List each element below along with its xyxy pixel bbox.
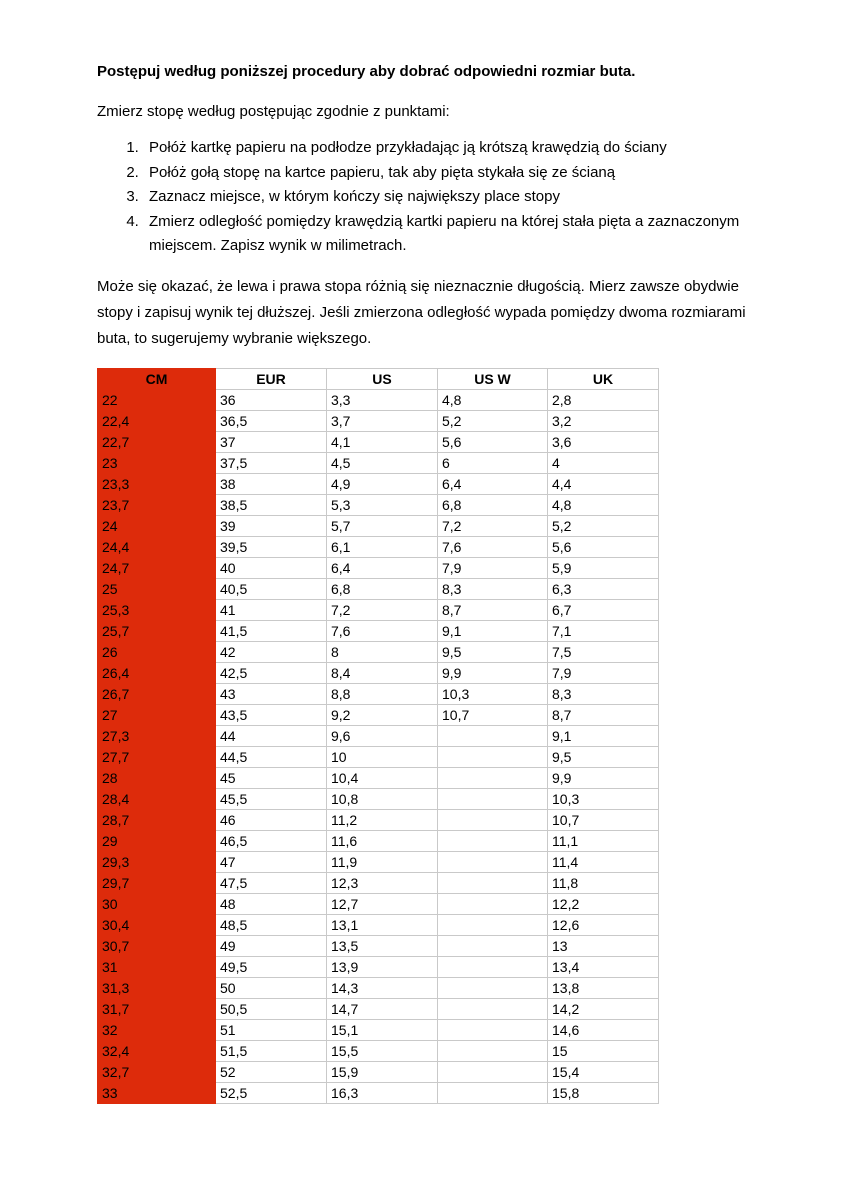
table-cell: 6,8 xyxy=(327,579,438,600)
cell-cm: 30,7 xyxy=(98,936,216,957)
cell-cm: 24,7 xyxy=(98,558,216,579)
cell-cm: 24 xyxy=(98,516,216,537)
measurement-note: Może się okazać, że lewa i prawa stopa różnią się nieznacznie długością. Mierz zawsze obydwie stopy i zapisuj wynik tej dłuższej. Jeśli zmierzona odległość wypada pomiędzy dwoma rozmiarami buta, to sugerujemy wybranie większego. xyxy=(97,277,746,347)
table-cell: 7,5 xyxy=(548,642,659,663)
table-cell: 49,5 xyxy=(216,957,327,978)
table-row xyxy=(98,663,659,684)
table-row xyxy=(98,873,659,894)
table-cell: 4,5 xyxy=(327,453,438,474)
table-row xyxy=(98,1083,659,1104)
table-row xyxy=(98,852,659,873)
table-cell: 11,8 xyxy=(548,873,659,894)
table-row xyxy=(98,390,659,411)
cell-cm: 28 xyxy=(98,768,216,789)
cell-cm: 27,7 xyxy=(98,747,216,768)
step-item-2: 2. Połóż gołą stopę na kartce papieru, tak aby pięta stykała się ze ścianą xyxy=(143,161,749,186)
table-cell: 38 xyxy=(216,474,327,495)
table-row xyxy=(98,789,659,810)
table-cell: 5,2 xyxy=(548,516,659,537)
table-cell: 5,3 xyxy=(327,495,438,516)
table-cell: 6,7 xyxy=(548,600,659,621)
procedure-steps xyxy=(97,136,749,259)
table-row xyxy=(98,1041,659,1062)
table-cell: 3,6 xyxy=(548,432,659,453)
table-cell: 3,7 xyxy=(327,411,438,432)
table-cell: 43 xyxy=(216,684,327,705)
table-cell: 5,2 xyxy=(438,411,548,432)
table-cell xyxy=(438,894,548,915)
cell-cm: 22,4 xyxy=(98,411,216,432)
table-cell xyxy=(438,915,548,936)
cell-cm: 26 xyxy=(98,642,216,663)
table-cell: 41 xyxy=(216,600,327,621)
cell-cm: 23,3 xyxy=(98,474,216,495)
cell-cm: 23 xyxy=(98,453,216,474)
cell-cm: 31 xyxy=(98,957,216,978)
table-cell: 39,5 xyxy=(216,537,327,558)
table-row xyxy=(98,915,659,936)
table-row xyxy=(98,768,659,789)
table-cell: 37,5 xyxy=(216,453,327,474)
table-row xyxy=(98,600,659,621)
table-cell: 12,6 xyxy=(548,915,659,936)
cell-cm: 27 xyxy=(98,705,216,726)
table-cell: 9,5 xyxy=(438,642,548,663)
table-cell: 11,6 xyxy=(327,831,438,852)
table-cell: 41,5 xyxy=(216,621,327,642)
table-cell: 12,2 xyxy=(548,894,659,915)
table-cell: 4 xyxy=(548,453,659,474)
table-cell: 7,2 xyxy=(438,516,548,537)
table-cell: 9,1 xyxy=(438,621,548,642)
cell-cm: 25,3 xyxy=(98,600,216,621)
table-row xyxy=(98,894,659,915)
table-cell: 8,3 xyxy=(548,684,659,705)
table-row xyxy=(98,957,659,978)
table-row xyxy=(98,411,659,432)
table-cell: 5,6 xyxy=(438,432,548,453)
table-cell xyxy=(438,999,548,1020)
table-cell: 6,1 xyxy=(327,537,438,558)
table-row xyxy=(98,999,659,1020)
table-cell: 6,8 xyxy=(438,495,548,516)
table-cell: 6,4 xyxy=(327,558,438,579)
cell-cm: 28,7 xyxy=(98,810,216,831)
table-cell xyxy=(438,873,548,894)
table-cell: 10,7 xyxy=(548,810,659,831)
table-cell: 15,9 xyxy=(327,1062,438,1083)
table-cell: 14,3 xyxy=(327,978,438,999)
table-cell: 4,8 xyxy=(438,390,548,411)
table-cell: 13,4 xyxy=(548,957,659,978)
size-table-body xyxy=(98,390,659,1104)
table-cell: 45,5 xyxy=(216,789,327,810)
cell-cm: 25,7 xyxy=(98,621,216,642)
table-cell: 14,2 xyxy=(548,999,659,1020)
table-row xyxy=(98,474,659,495)
table-cell: 46,5 xyxy=(216,831,327,852)
table-cell: 8,3 xyxy=(438,579,548,600)
table-cell: 13,9 xyxy=(327,957,438,978)
cell-cm: 28,4 xyxy=(98,789,216,810)
column-header-us: US xyxy=(327,369,438,390)
table-cell: 5,7 xyxy=(327,516,438,537)
table-cell: 11,9 xyxy=(327,852,438,873)
table-cell: 9,9 xyxy=(548,768,659,789)
table-row xyxy=(98,705,659,726)
table-row xyxy=(98,453,659,474)
table-cell: 10,3 xyxy=(438,684,548,705)
cell-cm: 29 xyxy=(98,831,216,852)
table-cell xyxy=(438,768,548,789)
table-cell: 36,5 xyxy=(216,411,327,432)
table-cell: 8,8 xyxy=(327,684,438,705)
table-cell: 8 xyxy=(327,642,438,663)
table-row xyxy=(98,978,659,999)
table-cell: 47,5 xyxy=(216,873,327,894)
table-cell xyxy=(438,789,548,810)
table-cell: 7,9 xyxy=(548,663,659,684)
table-row xyxy=(98,684,659,705)
table-cell: 10,3 xyxy=(548,789,659,810)
table-cell xyxy=(438,810,548,831)
table-cell: 6,4 xyxy=(438,474,548,495)
table-cell: 11,1 xyxy=(548,831,659,852)
table-cell: 13 xyxy=(548,936,659,957)
table-cell: 44,5 xyxy=(216,747,327,768)
cell-cm: 22,7 xyxy=(98,432,216,453)
table-cell: 44 xyxy=(216,726,327,747)
table-cell: 13,5 xyxy=(327,936,438,957)
table-cell: 10,8 xyxy=(327,789,438,810)
table-cell: 52,5 xyxy=(216,1083,327,1104)
table-cell: 12,7 xyxy=(327,894,438,915)
table-cell xyxy=(438,936,548,957)
table-cell: 4,1 xyxy=(327,432,438,453)
table-cell: 37 xyxy=(216,432,327,453)
table-cell: 43,5 xyxy=(216,705,327,726)
table-cell: 48,5 xyxy=(216,915,327,936)
table-cell xyxy=(438,1041,548,1062)
column-header-us-w: US W xyxy=(438,369,548,390)
table-cell xyxy=(438,1020,548,1041)
cell-cm: 26,7 xyxy=(98,684,216,705)
table-cell: 10,7 xyxy=(438,705,548,726)
table-cell: 10,4 xyxy=(327,768,438,789)
table-cell xyxy=(438,978,548,999)
table-cell: 42,5 xyxy=(216,663,327,684)
table-row xyxy=(98,537,659,558)
table-cell: 12,3 xyxy=(327,873,438,894)
table-cell: 15,4 xyxy=(548,1062,659,1083)
cell-cm: 23,7 xyxy=(98,495,216,516)
table-cell xyxy=(438,747,548,768)
intro-text: Zmierz stopę według postępując zgodnie z punktami: xyxy=(97,102,450,120)
table-row xyxy=(98,558,659,579)
table-cell: 4,8 xyxy=(548,495,659,516)
table-cell: 13,8 xyxy=(548,978,659,999)
table-cell: 36 xyxy=(216,390,327,411)
table-cell: 50,5 xyxy=(216,999,327,1020)
table-cell: 52 xyxy=(216,1062,327,1083)
table-cell: 46 xyxy=(216,810,327,831)
cell-cm: 30,4 xyxy=(98,915,216,936)
cell-cm: 30 xyxy=(98,894,216,915)
table-row xyxy=(98,1020,659,1041)
table-cell xyxy=(438,957,548,978)
step-item-4: 4. Zmierz odległość pomiędzy krawędzią kartki papieru na której stała pięta a zaznaczonym miejscem. Zapisz wynik w milimetrach. xyxy=(143,210,749,259)
table-cell: 9,9 xyxy=(438,663,548,684)
table-row xyxy=(98,621,659,642)
table-cell: 47 xyxy=(216,852,327,873)
cell-cm: 31,7 xyxy=(98,999,216,1020)
table-cell xyxy=(438,1083,548,1104)
table-cell xyxy=(438,726,548,747)
table-cell: 3,3 xyxy=(327,390,438,411)
cell-cm: 33 xyxy=(98,1083,216,1104)
table-cell: 11,2 xyxy=(327,810,438,831)
table-cell: 13,1 xyxy=(327,915,438,936)
table-cell: 7,2 xyxy=(327,600,438,621)
table-cell xyxy=(438,852,548,873)
cell-cm: 27,3 xyxy=(98,726,216,747)
table-cell: 15 xyxy=(548,1041,659,1062)
table-cell: 45 xyxy=(216,768,327,789)
table-cell: 50 xyxy=(216,978,327,999)
table-cell: 2,8 xyxy=(548,390,659,411)
table-cell: 7,6 xyxy=(327,621,438,642)
table-row xyxy=(98,1062,659,1083)
table-cell xyxy=(438,1062,548,1083)
column-header-eur: EUR xyxy=(216,369,327,390)
table-row xyxy=(98,516,659,537)
table-cell: 7,1 xyxy=(548,621,659,642)
table-cell xyxy=(438,831,548,852)
table-cell: 11,4 xyxy=(548,852,659,873)
table-cell: 15,8 xyxy=(548,1083,659,1104)
table-cell: 40 xyxy=(216,558,327,579)
table-row xyxy=(98,432,659,453)
column-header-cm: CM xyxy=(98,369,216,390)
table-cell: 5,9 xyxy=(548,558,659,579)
table-row xyxy=(98,831,659,852)
shoe-size-table xyxy=(97,368,659,1104)
table-row xyxy=(98,726,659,747)
table-row xyxy=(98,495,659,516)
table-cell: 39 xyxy=(216,516,327,537)
cell-cm: 22 xyxy=(98,390,216,411)
table-cell: 5,6 xyxy=(548,537,659,558)
column-header-uk: UK xyxy=(548,369,659,390)
table-cell: 8,4 xyxy=(327,663,438,684)
table-cell: 9,6 xyxy=(327,726,438,747)
table-cell: 48 xyxy=(216,894,327,915)
cell-cm: 32,7 xyxy=(98,1062,216,1083)
cell-cm: 32,4 xyxy=(98,1041,216,1062)
cell-cm: 31,3 xyxy=(98,978,216,999)
cell-cm: 32 xyxy=(98,1020,216,1041)
table-cell: 9,2 xyxy=(327,705,438,726)
table-row xyxy=(98,642,659,663)
table-cell: 3,2 xyxy=(548,411,659,432)
table-cell: 9,5 xyxy=(548,747,659,768)
table-row xyxy=(98,579,659,600)
size-table-header-row xyxy=(98,369,659,390)
table-cell: 14,6 xyxy=(548,1020,659,1041)
table-cell: 4,9 xyxy=(327,474,438,495)
table-cell: 8,7 xyxy=(548,705,659,726)
cell-cm: 24,4 xyxy=(98,537,216,558)
step-item-1: 1. Połóż kartkę papieru na podłodze przykładając ją krótszą krawędzią do ściany xyxy=(143,136,749,161)
table-cell: 6,3 xyxy=(548,579,659,600)
table-cell: 7,6 xyxy=(438,537,548,558)
cell-cm: 26,4 xyxy=(98,663,216,684)
table-cell: 51,5 xyxy=(216,1041,327,1062)
table-cell: 8,7 xyxy=(438,600,548,621)
table-cell: 49 xyxy=(216,936,327,957)
table-cell: 10 xyxy=(327,747,438,768)
step-item-3: 3. Zaznacz miejsce, w którym kończy się największy place stopy xyxy=(143,185,749,210)
table-row xyxy=(98,747,659,768)
page-title: Postępuj według poniższej procedury aby dobrać odpowiedni rozmiar buta. xyxy=(97,63,636,80)
table-cell: 38,5 xyxy=(216,495,327,516)
table-cell: 9,1 xyxy=(548,726,659,747)
table-cell: 14,7 xyxy=(327,999,438,1020)
table-cell: 16,3 xyxy=(327,1083,438,1104)
cell-cm: 29,7 xyxy=(98,873,216,894)
table-cell: 15,1 xyxy=(327,1020,438,1041)
cell-cm: 25 xyxy=(98,579,216,600)
table-cell: 4,4 xyxy=(548,474,659,495)
table-cell: 40,5 xyxy=(216,579,327,600)
table-row xyxy=(98,936,659,957)
cell-cm: 29,3 xyxy=(98,852,216,873)
table-row xyxy=(98,810,659,831)
table-cell: 6 xyxy=(438,453,548,474)
table-cell: 15,5 xyxy=(327,1041,438,1062)
table-cell: 51 xyxy=(216,1020,327,1041)
table-cell: 42 xyxy=(216,642,327,663)
table-cell: 7,9 xyxy=(438,558,548,579)
